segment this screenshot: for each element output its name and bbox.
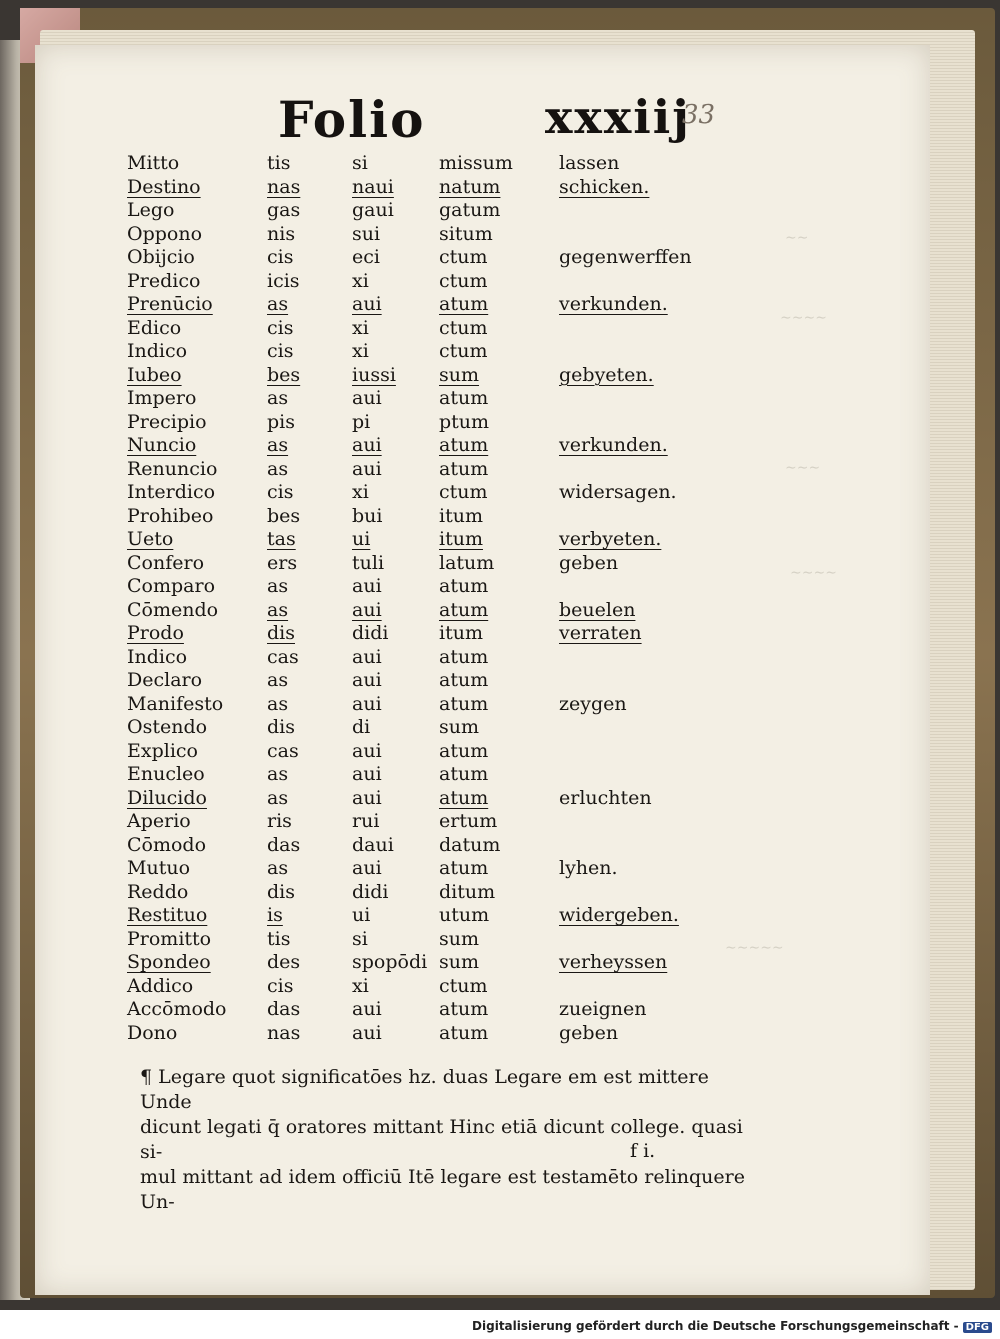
german-gloss xyxy=(559,317,719,341)
verb-row xyxy=(127,481,719,505)
supine-form: ptum xyxy=(439,410,490,433)
perfect-form: aui xyxy=(352,739,382,762)
verb-lemma: Mutuo xyxy=(127,857,191,879)
perfect-form: aui xyxy=(352,998,382,1020)
german-gloss: gegenwerffen xyxy=(559,246,692,268)
verb-row xyxy=(127,152,719,176)
supine-form: latum xyxy=(439,551,495,574)
perfect-form: didi xyxy=(352,622,389,644)
verb-table-body xyxy=(127,152,719,1045)
verb-lemma: Renuncio xyxy=(127,457,218,480)
verb-ending: cis xyxy=(267,246,294,268)
verb-ending: pis xyxy=(267,410,295,433)
german-gloss: beuelen xyxy=(559,598,636,621)
supine-form: atum xyxy=(439,645,489,668)
verb-row xyxy=(127,716,719,740)
supine-form: natum xyxy=(439,175,501,198)
verb-ending: ris xyxy=(267,810,292,832)
folio-number: xxxiij xyxy=(545,90,691,144)
verb-row xyxy=(127,340,719,364)
supine-form: datum xyxy=(439,833,501,856)
supine-form: atum xyxy=(439,739,489,762)
verb-row xyxy=(127,669,719,693)
verb-row xyxy=(127,810,719,834)
supine-form: ctum xyxy=(439,974,488,997)
verb-lemma: Ueto xyxy=(127,528,174,550)
verb-row xyxy=(127,1022,719,1046)
verb-row xyxy=(127,975,719,999)
verb-lemma: Aperio xyxy=(127,810,191,832)
supine-form: gatum xyxy=(439,199,501,221)
verb-row xyxy=(127,411,719,435)
german-gloss xyxy=(559,763,719,787)
german-gloss xyxy=(559,270,719,294)
verb-lemma: Oppono xyxy=(127,222,203,245)
perfect-form: rui xyxy=(352,810,380,832)
supine-form: sum xyxy=(439,716,480,738)
verb-row xyxy=(127,458,719,482)
perfect-form: aui xyxy=(352,669,382,691)
signature-mark: f i. xyxy=(630,1140,656,1162)
verb-lemma: Accōmodo xyxy=(127,998,227,1020)
perfect-form: aui xyxy=(352,434,382,456)
verb-row xyxy=(127,528,719,552)
show-through-text: ∼∼ xyxy=(785,230,809,246)
german-gloss xyxy=(559,810,719,834)
show-through-text: ∼∼∼∼ xyxy=(790,565,837,581)
verb-ending: as xyxy=(267,434,289,456)
verb-lemma: Prodo xyxy=(127,622,184,644)
perfect-form: aui xyxy=(352,293,382,315)
verb-row xyxy=(127,928,719,952)
verb-lemma: Confero xyxy=(127,551,205,574)
perfect-form: aui xyxy=(352,692,382,715)
german-gloss xyxy=(559,669,719,693)
verb-row xyxy=(127,575,719,599)
verb-row xyxy=(127,434,719,458)
supine-form: atum xyxy=(439,1021,489,1044)
perfect-form: didi xyxy=(352,880,389,903)
verb-ending: cas xyxy=(267,645,299,668)
verb-ending: nis xyxy=(267,222,296,245)
verb-lemma: Prohibeo xyxy=(127,504,214,527)
verb-row xyxy=(127,552,719,576)
german-gloss xyxy=(559,740,719,764)
verb-lemma: Destino xyxy=(127,175,201,198)
verb-ending: as xyxy=(267,575,289,597)
show-through-text: ∼∼∼∼∼ xyxy=(725,940,784,956)
verb-lemma: Edico xyxy=(127,316,182,339)
verb-lemma: Cōmendo xyxy=(127,598,219,621)
verb-lemma: Comparo xyxy=(127,575,216,597)
verb-ending: as xyxy=(267,857,289,879)
perfect-form: si xyxy=(352,927,368,950)
paragraph-line: mul mittant ad idem officiū Itē legare est testamēto relinquere Un- xyxy=(140,1166,745,1213)
verb-row xyxy=(127,223,719,247)
german-gloss xyxy=(559,716,719,740)
perfect-form: daui xyxy=(352,833,394,856)
perfect-form: aui xyxy=(352,645,382,668)
verb-ending: dis xyxy=(267,622,295,644)
perfect-form: aui xyxy=(352,457,382,480)
supine-form: atum xyxy=(439,457,489,480)
verb-lemma: Enucleo xyxy=(127,763,205,785)
verb-ending: cis xyxy=(267,316,294,339)
verb-ending: tas xyxy=(267,528,296,550)
perfect-form: ui xyxy=(352,904,371,926)
perfect-form: gaui xyxy=(352,199,394,221)
supine-form: utum xyxy=(439,904,490,926)
perfect-form: aui xyxy=(352,598,382,621)
german-gloss: verraten xyxy=(559,622,642,644)
german-gloss: lyhen. xyxy=(559,857,618,879)
verb-ending: as xyxy=(267,786,289,809)
verb-row xyxy=(127,881,719,905)
perfect-form: xi xyxy=(352,269,369,292)
perfect-form: aui xyxy=(352,786,382,809)
verb-ending: nas xyxy=(267,175,301,198)
verb-row xyxy=(127,270,719,294)
perfect-form: si xyxy=(352,152,368,174)
supine-form: atum xyxy=(439,575,489,597)
verb-ending: bes xyxy=(267,504,301,527)
verb-row xyxy=(127,599,719,623)
supine-form: ctum xyxy=(439,269,488,292)
footer-credit xyxy=(472,1319,992,1333)
verb-ending: dis xyxy=(267,716,295,738)
verb-lemma: Cōmodo xyxy=(127,833,207,856)
supine-form: atum xyxy=(439,692,489,715)
supine-form: atum xyxy=(439,598,489,621)
verb-ending: das xyxy=(267,833,301,856)
german-gloss: schicken. xyxy=(559,175,650,198)
perfect-form: sui xyxy=(352,222,381,245)
german-gloss xyxy=(559,223,719,247)
verb-row xyxy=(127,293,719,317)
german-gloss: lassen xyxy=(559,152,620,174)
verb-ending: icis xyxy=(267,269,300,292)
german-gloss: widergeben. xyxy=(559,904,679,926)
german-gloss xyxy=(559,387,719,411)
verb-ending: as xyxy=(267,387,289,409)
supine-form: itum xyxy=(439,504,483,527)
perfect-form: pi xyxy=(352,410,371,433)
verb-ending: as xyxy=(267,293,289,315)
supine-form: sum xyxy=(439,951,480,973)
supine-form: ertum xyxy=(439,810,498,832)
supine-form: sum xyxy=(439,927,480,950)
german-gloss: widersagen. xyxy=(559,481,677,503)
verb-lemma: Addico xyxy=(127,974,194,997)
verb-ending: cis xyxy=(267,974,294,997)
verb-ending: cas xyxy=(267,739,299,762)
verb-ending: tis xyxy=(267,152,291,174)
german-gloss: zeygen xyxy=(559,692,627,715)
verb-ending: tis xyxy=(267,927,291,950)
supine-form: atum xyxy=(439,387,489,409)
verb-lemma: Obijcio xyxy=(127,246,195,268)
supine-form: itum xyxy=(439,622,483,644)
supine-form: itum xyxy=(439,528,483,550)
german-gloss xyxy=(559,411,719,435)
verb-ending: dis xyxy=(267,880,295,903)
paragraph-line: dicunt legati q̄ oratores mittant Hinc etiā dicunt college. quasi si- xyxy=(140,1116,743,1163)
verb-row xyxy=(127,622,719,646)
supine-form: atum xyxy=(439,786,489,809)
verb-row xyxy=(127,740,719,764)
perfect-form: aui xyxy=(352,857,382,879)
handwritten-folio-note: 33 xyxy=(682,100,716,130)
german-gloss xyxy=(559,834,719,858)
verb-row xyxy=(127,505,719,529)
supine-form: atum xyxy=(439,293,489,315)
verb-row xyxy=(127,904,719,928)
german-gloss: verkunden. xyxy=(559,434,668,456)
verb-row xyxy=(127,364,719,388)
perfect-form: xi xyxy=(352,316,369,339)
supine-form: situm xyxy=(439,222,493,245)
perfect-form: di xyxy=(352,716,371,738)
verb-lemma: Dono xyxy=(127,1021,178,1044)
german-gloss xyxy=(559,458,719,482)
verb-lemma: Indico xyxy=(127,340,188,362)
german-gloss: verkunden. xyxy=(559,293,668,315)
verb-table xyxy=(127,152,719,1045)
perfect-form: iussi xyxy=(352,363,396,386)
perfect-form: aui xyxy=(352,575,382,597)
perfect-form: tuli xyxy=(352,551,385,574)
verb-ending: as xyxy=(267,763,289,785)
verb-lemma: Prenūcio xyxy=(127,293,213,315)
german-gloss: zueignen xyxy=(559,998,647,1020)
supine-form: ctum xyxy=(439,316,488,339)
german-gloss xyxy=(559,928,719,952)
verb-lemma: Precipio xyxy=(127,410,207,433)
german-gloss xyxy=(559,575,719,599)
verb-row xyxy=(127,199,719,223)
supine-form: atum xyxy=(439,857,489,879)
verb-lemma: Impero xyxy=(127,387,197,409)
german-gloss xyxy=(559,881,719,905)
verb-lemma: Promitto xyxy=(127,927,212,950)
verb-row xyxy=(127,693,719,717)
verb-lemma: Indico xyxy=(127,645,188,668)
verb-ending: as xyxy=(267,598,289,621)
verb-ending: gas xyxy=(267,199,301,221)
supine-form: ditum xyxy=(439,880,496,903)
german-gloss: gebyeten. xyxy=(559,363,654,386)
supine-form: ctum xyxy=(439,340,488,362)
german-gloss: geben xyxy=(559,1021,619,1044)
verb-lemma: Lego xyxy=(127,199,175,221)
supine-form: missum xyxy=(439,152,513,174)
perfect-form: xi xyxy=(352,340,369,362)
verb-ending: bes xyxy=(267,363,301,386)
verb-row xyxy=(127,834,719,858)
perfect-form: spopōdi xyxy=(352,951,428,973)
perfect-form: naui xyxy=(352,175,394,198)
verb-ending: cis xyxy=(267,481,294,503)
perfect-form: ui xyxy=(352,528,371,550)
verb-ending: ers xyxy=(267,551,298,574)
verb-ending: das xyxy=(267,998,301,1020)
verb-lemma: Spondeo xyxy=(127,951,211,973)
german-gloss: verheyssen xyxy=(559,951,668,973)
german-gloss: erluchten xyxy=(559,786,652,809)
verb-ending: is xyxy=(267,904,283,926)
verb-lemma: Predico xyxy=(127,269,201,292)
verb-row xyxy=(127,857,719,881)
perfect-form: xi xyxy=(352,974,369,997)
supine-form: ctum xyxy=(439,481,488,503)
verb-row xyxy=(127,317,719,341)
supine-form: ctum xyxy=(439,246,488,268)
perfect-form: xi xyxy=(352,481,369,503)
verb-lemma: Explico xyxy=(127,739,198,762)
verb-lemma: Restituo xyxy=(127,904,208,926)
perfect-form: aui xyxy=(352,763,382,785)
perfect-form: bui xyxy=(352,504,383,527)
verb-lemma: Reddo xyxy=(127,880,189,903)
verb-row xyxy=(127,387,719,411)
supine-form: atum xyxy=(439,434,489,456)
verb-ending: cis xyxy=(267,340,294,362)
footer-text: Digitalisierung gefördert durch die Deutsche Forschungsgemeinschaft - xyxy=(472,1319,959,1333)
german-gloss xyxy=(559,505,719,529)
verb-row xyxy=(127,998,719,1022)
verb-ending: as xyxy=(267,669,289,691)
verb-lemma: Nuncio xyxy=(127,434,197,456)
dfg-logo: DFG xyxy=(963,1322,992,1333)
perfect-form: aui xyxy=(352,1021,382,1044)
german-gloss: geben xyxy=(559,551,619,574)
supine-form: atum xyxy=(439,998,489,1020)
verb-lemma: Interdico xyxy=(127,481,216,503)
show-through-text: ∼∼∼∼ xyxy=(780,310,827,326)
verb-row xyxy=(127,763,719,787)
verb-lemma: Iubeo xyxy=(127,363,182,386)
perfect-form: eci xyxy=(352,246,380,268)
verb-row xyxy=(127,246,719,270)
german-gloss: verbyeten. xyxy=(559,528,662,550)
verb-lemma: Manifesto xyxy=(127,692,224,715)
verb-ending: as xyxy=(267,692,289,715)
german-gloss xyxy=(559,199,719,223)
supine-form: atum xyxy=(439,763,489,785)
perfect-form: aui xyxy=(352,387,382,409)
verb-lemma: Declaro xyxy=(127,669,203,691)
paragraph-line: ¶ Legare quot significatōes hz. duas Legare em est mittere Unde xyxy=(140,1066,709,1113)
german-gloss xyxy=(559,340,719,364)
verb-ending: nas xyxy=(267,1021,301,1044)
legare-paragraph xyxy=(140,1065,760,1215)
verb-lemma: Ostendo xyxy=(127,716,208,738)
verb-lemma: Dilucido xyxy=(127,786,207,809)
verb-lemma: Mitto xyxy=(127,152,180,174)
supine-form: sum xyxy=(439,363,480,386)
show-through-text: ∼∼∼ xyxy=(785,460,821,476)
header-title: Folio xyxy=(278,90,426,149)
verb-row xyxy=(127,176,719,200)
supine-form: atum xyxy=(439,669,489,691)
verb-ending: des xyxy=(267,951,301,973)
verb-row xyxy=(127,951,719,975)
verb-row xyxy=(127,787,719,811)
german-gloss xyxy=(559,646,719,670)
german-gloss xyxy=(559,975,719,999)
verb-ending: as xyxy=(267,457,289,480)
verb-row xyxy=(127,646,719,670)
